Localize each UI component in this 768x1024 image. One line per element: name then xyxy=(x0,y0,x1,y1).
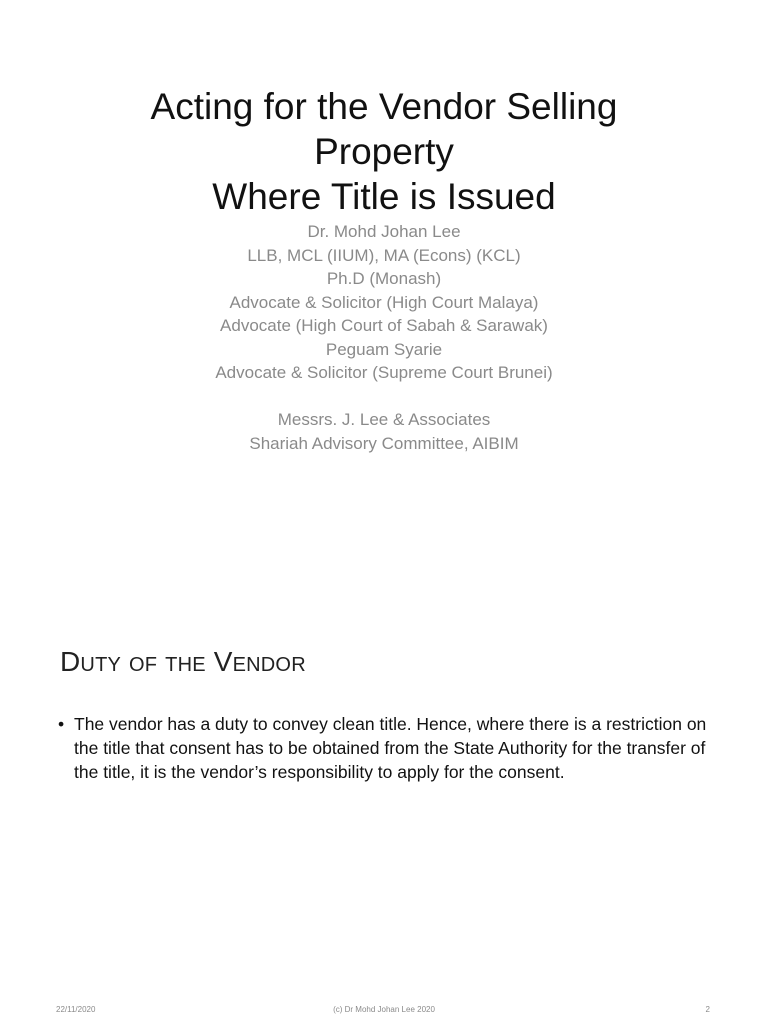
subtitle-line: Shariah Advisory Committee, AIBIM xyxy=(249,433,519,453)
bullet-list xyxy=(58,712,708,784)
author-credentials xyxy=(0,220,768,455)
slide-heading: Duty of the Vendor xyxy=(60,646,306,677)
content-slide xyxy=(0,512,768,1024)
footer-date: 22/11/2020 xyxy=(56,1005,96,1014)
footer-copyright: (c) Dr Mohd Johan Lee 2020 xyxy=(333,1005,435,1014)
subtitle-line: Advocate & Solicitor (High Court Malaya) xyxy=(229,292,539,312)
title-line: Property xyxy=(314,131,454,172)
list-item-text: The vendor has a duty to convey clean title. Hence, where there is a restriction on the title that consent has to be obtained from the State Authority for the transfer of the title, it is the vendor’s responsibility to apply for the consent. xyxy=(74,714,707,782)
subtitle-line: Ph.D (Monash) xyxy=(326,269,442,288)
subtitle-line: Peguam Syarie xyxy=(325,339,443,359)
subtitle-line: Messrs. J. Lee & Associates xyxy=(277,410,491,429)
subtitle-line: Dr. Mohd Johan Lee xyxy=(307,222,461,241)
list-item xyxy=(58,712,708,784)
bullet-icon: • xyxy=(58,714,65,734)
subtitle-line: Advocate & Solicitor (Supreme Court Brunei) xyxy=(215,363,553,382)
title-line: Acting for the Vendor Selling xyxy=(150,86,618,127)
footer-page-number: 2 xyxy=(705,1005,710,1014)
slide-title xyxy=(0,84,768,219)
title-line: Where Title is Issued xyxy=(212,176,556,217)
subtitle-line: Advocate (High Court of Sabah & Sarawak) xyxy=(220,316,548,335)
subtitle-spacer xyxy=(0,385,768,409)
subtitle-line: LLB, MCL (IIUM), MA (Econs) (KCL) xyxy=(247,245,521,265)
